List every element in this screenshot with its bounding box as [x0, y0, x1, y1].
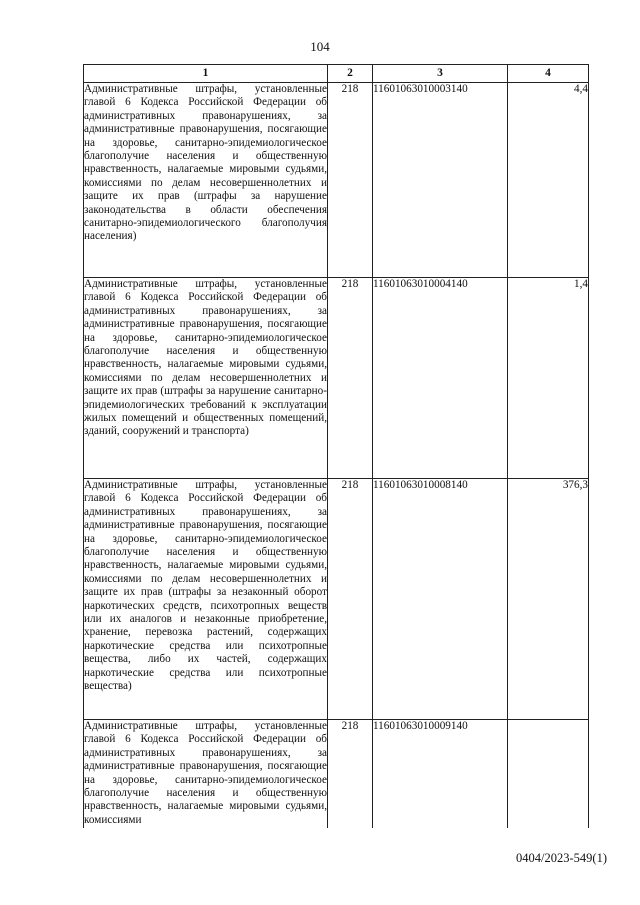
- fine-description: Административные штрафы, установленные главой 6 Кодекса Российской Федерации об административных правонарушениях, за административные правонарушения, посягающие на здоровье, санитарно-эпидемиологическое благополучие населения и общественную нравственность, налагаемые мировыми судьями, комиссиями: [84, 720, 328, 829]
- budget-classification-code: 11601063010004140: [373, 278, 508, 479]
- table-row: [84, 83, 589, 278]
- administrator-code: 218: [328, 83, 373, 278]
- column-header: 4: [508, 65, 589, 83]
- column-header: 2: [328, 65, 373, 83]
- amount: 4,4: [508, 83, 589, 278]
- administrator-code: 218: [328, 479, 373, 720]
- amount: [508, 720, 589, 829]
- administrator-code: 218: [328, 278, 373, 479]
- fine-description: Административные штрафы, установленные главой 6 Кодекса Российской Федерации об административных правонарушениях, за административные правонарушения, посягающие на здоровье, санитарно-эпидемиологическое благополучие населения и общественную нравственность, налагаемые мировыми судьями, комиссиями по делам несовершеннолетних и защите их прав (штрафы за нарушение санитарно-эпидемиологических требований к эксплуатации жилых помещений и общественных помещений, зданий, сооружений и транспорта): [84, 278, 328, 479]
- administrator-code: 218: [328, 720, 373, 829]
- document-id: 0404/2023-549(1): [516, 851, 607, 865]
- table-row: [84, 479, 589, 720]
- amount: 376,3: [508, 479, 589, 720]
- column-header: 3: [373, 65, 508, 83]
- amount: 1,4: [508, 278, 589, 479]
- revenue-table: [83, 64, 589, 828]
- budget-classification-code: 11601063010009140: [373, 720, 508, 829]
- fine-description: Административные штрафы, установленные главой 6 Кодекса Российской Федерации об административных правонарушениях, за административные правонарушения, посягающие на здоровье, санитарно-эпидемиологическое благополучие населения и общественную нравственность, налагаемые мировыми судьями, комиссиями по делам несовершеннолетних и защите их прав (штрафы за незаконный оборот наркотических средств, психотропных веществ или их аналогов и незаконные приобретение, хранение, перевозка растений, содержащих наркотические средства или психотропные вещества, либо их частей, содержащих наркотические средства или психотропные вещества): [84, 479, 328, 720]
- table-row: [84, 278, 589, 479]
- budget-classification-code: 11601063010008140: [373, 479, 508, 720]
- page-number: 104: [310, 39, 330, 54]
- table-row: [84, 720, 589, 829]
- budget-classification-code: 11601063010003140: [373, 83, 508, 278]
- fine-description: Административные штрафы, установленные главой 6 Кодекса Российской Федерации об административных правонарушениях, за административные правонарушения, посягающие на здоровье, санитарно-эпидемиологическое благополучие населения и общественную нравственность, налагаемые мировыми судьями, комиссиями по делам несовершеннолетних и защите их прав (штрафы за нарушение законодательства в области обеспечения санитарно-эпидемиологического благополучия населения): [84, 83, 328, 278]
- table-header-row: [84, 65, 589, 83]
- column-header: 1: [84, 65, 328, 83]
